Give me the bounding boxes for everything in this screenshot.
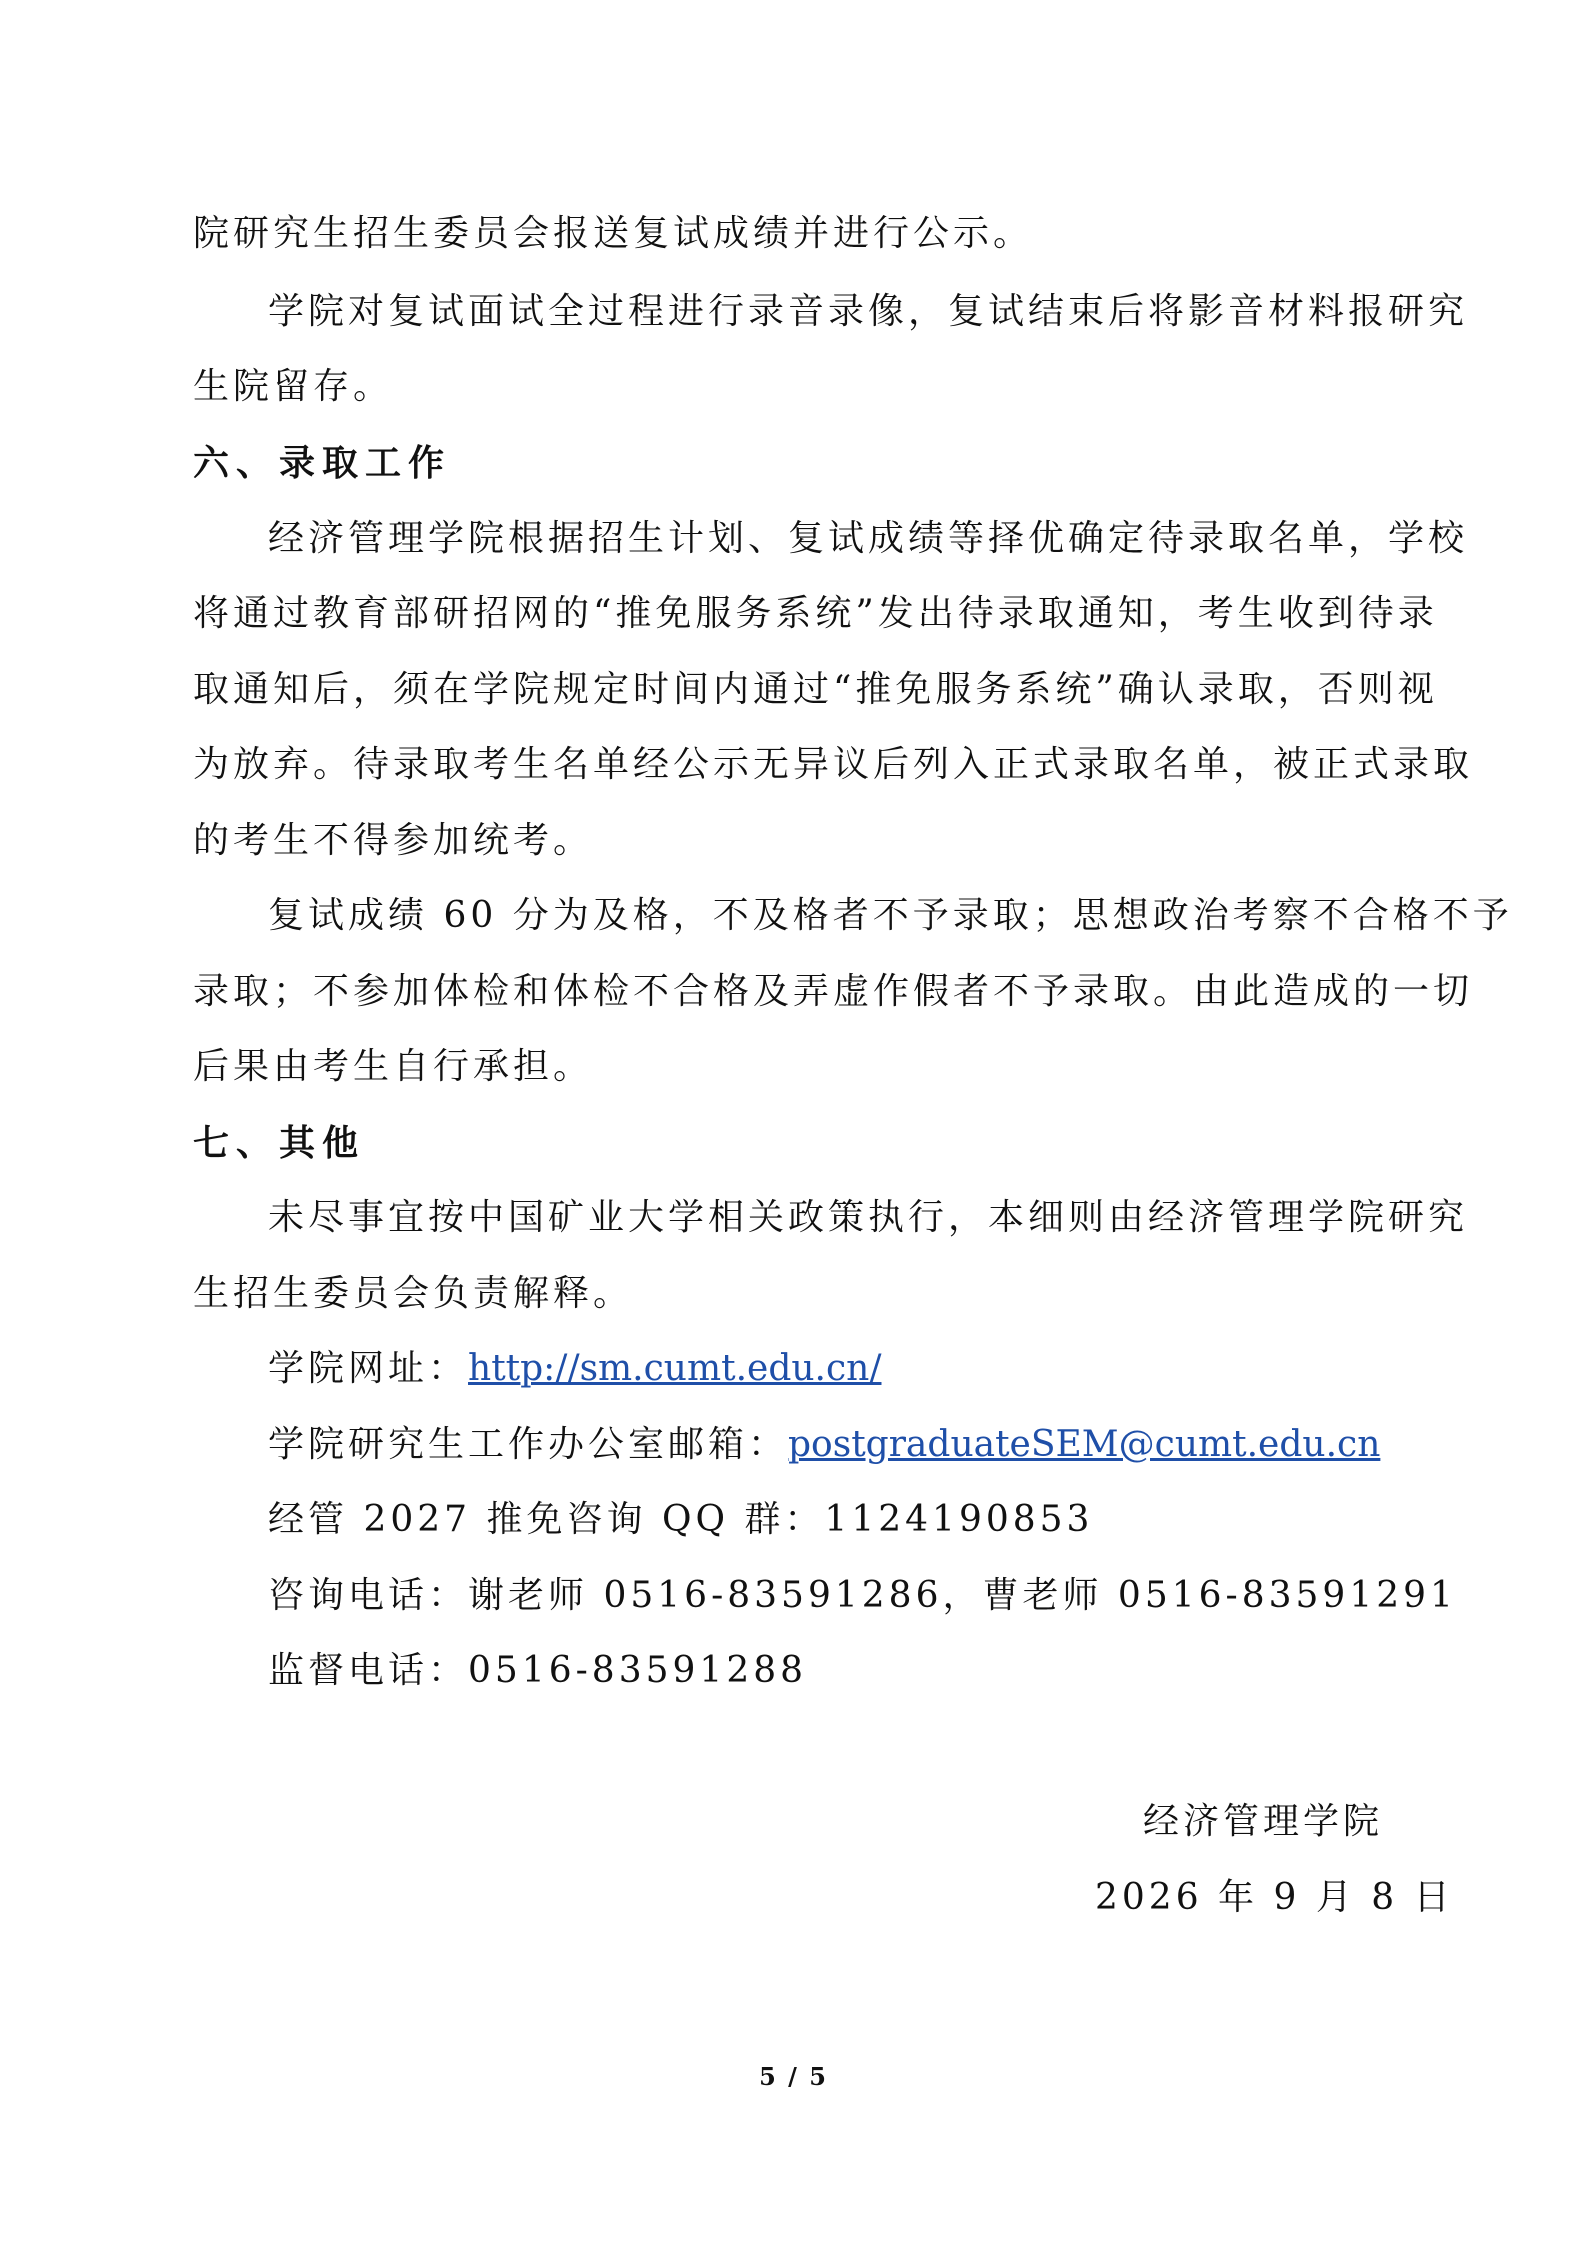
supervise-row [268, 1649, 1478, 1693]
paragraph-line: 为放弃。待录取考生名单经公示无异议后列入正式录取名单，被正式录取 [193, 744, 1474, 785]
email-link[interactable]: postgraduateSEM@cumt.edu.cn [788, 1424, 1381, 1465]
paragraph-line: 生院留存。 [193, 366, 394, 407]
phone-row [268, 1574, 1478, 1618]
section-heading-6: 六、录取工作 [193, 442, 452, 484]
website-link[interactable]: http://sm.cumt.edu.cn/ [468, 1348, 882, 1389]
signature-org: 经济管理学院 [1143, 1801, 1384, 1842]
supervise-label: 监督电话： [268, 1650, 469, 1691]
supervise-number: 0516-83591288 [468, 1650, 808, 1691]
paragraph-line: 的考生不得参加统考。 [193, 820, 594, 861]
qq-number: 1124190853 [824, 1499, 1094, 1540]
paragraph-line: 院研究生招生委员会报送复试成绩并进行公示。 [193, 213, 1034, 254]
paragraph-line: 后果由考生自行承担。 [193, 1046, 594, 1087]
qq-row [268, 1498, 1478, 1542]
paragraph-line: 取通知后，须在学院规定时间内通过“推免服务系统”确认录取，否则视 [193, 669, 1438, 710]
phone-label: 咨询电话： [268, 1575, 469, 1616]
paragraph-line: 将通过教育部研招网的“推免服务系统”发出待录取通知，考生收到待录 [193, 593, 1438, 634]
qq-label: 经管 2027 推免咨询 QQ 群： [268, 1499, 825, 1540]
paragraph-line: 经济管理学院根据招生计划、复试成绩等择优确定待录取名单，学校 [268, 518, 1469, 559]
email-row [268, 1423, 1478, 1467]
paragraph-line: 未尽事宜按中国矿业大学相关政策执行，本细则由经济管理学院研究 [268, 1197, 1469, 1238]
paragraph-line: 学院对复试面试全过程进行录音录像，复试结束后将影音材料报研究 [268, 291, 1469, 332]
paragraph-line: 生招生委员会负责解释。 [193, 1273, 634, 1314]
phone-numbers: 谢老师 0516-83591286，曹老师 0516-83591291 [468, 1575, 1457, 1616]
website-label: 学院网址： [268, 1348, 469, 1389]
email-label: 学院研究生工作办公室邮箱： [268, 1424, 789, 1465]
paragraph-line: 录取；不参加体检和体检不合格及弄虚作假者不予录取。由此造成的一切 [193, 971, 1474, 1012]
signature-date: 2026 年 9 月 8 日 [1095, 1877, 1454, 1918]
website-row [268, 1347, 1478, 1391]
section-heading-7: 七、其他 [193, 1122, 366, 1164]
paragraph-line: 复试成绩 60 分为及格，不及格者不予录取；思想政治考察不合格不予 [268, 895, 1513, 936]
page-number: 5 / 5 [759, 2062, 828, 2091]
